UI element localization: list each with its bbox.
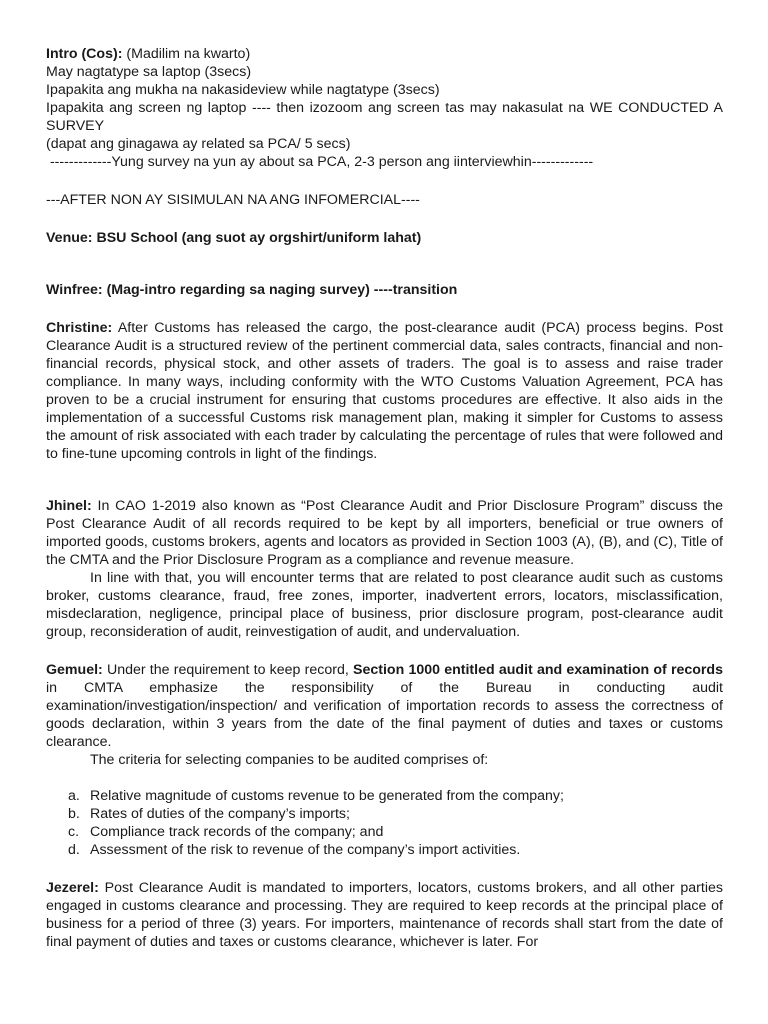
section-reference: Section 1000 entitled audit and examination of records	[353, 662, 723, 678]
paragraph-text: Under the requirement to keep record,	[102, 662, 353, 678]
christine-paragraph	[46, 319, 723, 463]
list-item-text: Assessment of the risk to revenue of the company’s import activities.	[90, 842, 521, 858]
intro-line: Ipapakita ang screen ng laptop ---- then izozoom ang screen tas may nakasulat na WE CONDUCTED A SURVEY	[46, 100, 723, 134]
list-item-text: Relative magnitude of customs revenue to be generated from the company;	[90, 788, 564, 804]
speaker-name: Christine:	[46, 320, 113, 336]
criteria-list	[46, 787, 723, 859]
paragraph-text: In CAO 1-2019 also known as “Post Clearance Audit and Prior Disclosure Program” discuss the Post Clearance Audit of all records required to be kept by all importers, beneficial or true owners of imported goods, customs brokers, agents and locators as provided in Section 1003 (A), (B), and (C), Title of the CMTA and the Prior Disclosure Program as a compliance and revenue measure.	[46, 498, 723, 568]
intro-line: -------------Yung survey na yun ay about sa PCA, 2-3 person ang iinterviewhin-------------	[46, 154, 594, 170]
jezerel-paragraph	[46, 879, 723, 951]
list-item	[46, 823, 723, 841]
intro-section	[46, 45, 723, 171]
speaker-name: Jezerel:	[46, 880, 99, 896]
list-marker: d.	[68, 842, 80, 858]
jhinel-paragraph	[46, 497, 723, 569]
list-marker: b.	[68, 806, 80, 822]
after-note: ---AFTER NON AY SISIMULAN NA ANG INFOMERCIAL----	[46, 192, 420, 208]
intro-note: (Madilim na kwarto)	[122, 46, 251, 62]
speaker-name: Gemuel:	[46, 662, 103, 678]
paragraph-text: Post Clearance Audit is mandated to importers, locators, customs brokers, and all other parties engaged in customs clearance and processing. They are required to keep records at the principal place of business for a period of three (3) years. For importers, maintenance of records shall start from the date of final payment of duties and taxes or customs clearance, whichever is later. For	[46, 880, 723, 950]
list-item-text: Rates of duties of the company’s imports;	[90, 806, 350, 822]
list-item	[46, 841, 723, 859]
speaker-name: Jhinel:	[46, 498, 92, 514]
paragraph-text: in CMTA emphasize the responsibility of the Bureau in conducting audit examination/investigation/inspection/ and verification of importation records to assess the correctness of goods declaration, within 3 years from the date of the final payment of duties and taxes or customs clearance.	[46, 680, 723, 750]
paragraph-text: After Customs has released the cargo, the post-clearance audit (PCA) process begins. Post Clearance Audit is a structured review of the pertinent commercial data, sales contracts, financial and non-financial records, physical stock, and other assets of traders. The goal is to assess and raise trader compliance. In many ways, including conformity with the WTO Customs Valuation Agreement, PCA has proven to be a crucial instrument for ensuring that customs procedures are effective. It also aids in the implementation of a successful Customs risk management plan, making it simpler for Customs to assess the amount of risk associated with each trader by calculating the percentage of rules that were followed and to fine-tune upcoming controls in light of the findings.	[46, 320, 723, 462]
criteria-intro: The criteria for selecting companies to be audited comprises of:	[90, 752, 489, 768]
venue-heading: Venue: BSU School (ang suot ay orgshirt/uniform lahat)	[46, 230, 422, 246]
document-page	[46, 45, 723, 951]
list-marker: a.	[68, 788, 80, 804]
list-marker: c.	[68, 824, 80, 840]
intro-line: Ipapakita ang mukha na nakasideview while nagtatype (3secs)	[46, 82, 440, 98]
list-item-text: Compliance track records of the company; and	[90, 824, 384, 840]
intro-line: (dapat ang ginagawa ay related sa PCA/ 5 secs)	[46, 136, 351, 152]
intro-line: May nagtatype sa laptop (3secs)	[46, 64, 252, 80]
winfree-heading: Winfree: (Mag-intro regarding sa naging survey) ----transition	[46, 282, 458, 298]
gemuel-paragraph	[46, 661, 723, 751]
list-item	[46, 805, 723, 823]
jhinel-paragraph-2: In line with that, you will encounter terms that are related to post clearance audit such as customs broker, customs clearance, fraud, free zones, importer, inadvertent errors, locators, misclassification, misdeclaration, negligence, principal place of business, prior disclosure program, post-clearance audit group, reconsideration of audit, reinvestigation of audit, and undervaluation.	[46, 570, 723, 640]
list-item	[46, 787, 723, 805]
intro-label: Intro (Cos):	[46, 46, 123, 62]
intro-heading	[46, 45, 723, 63]
